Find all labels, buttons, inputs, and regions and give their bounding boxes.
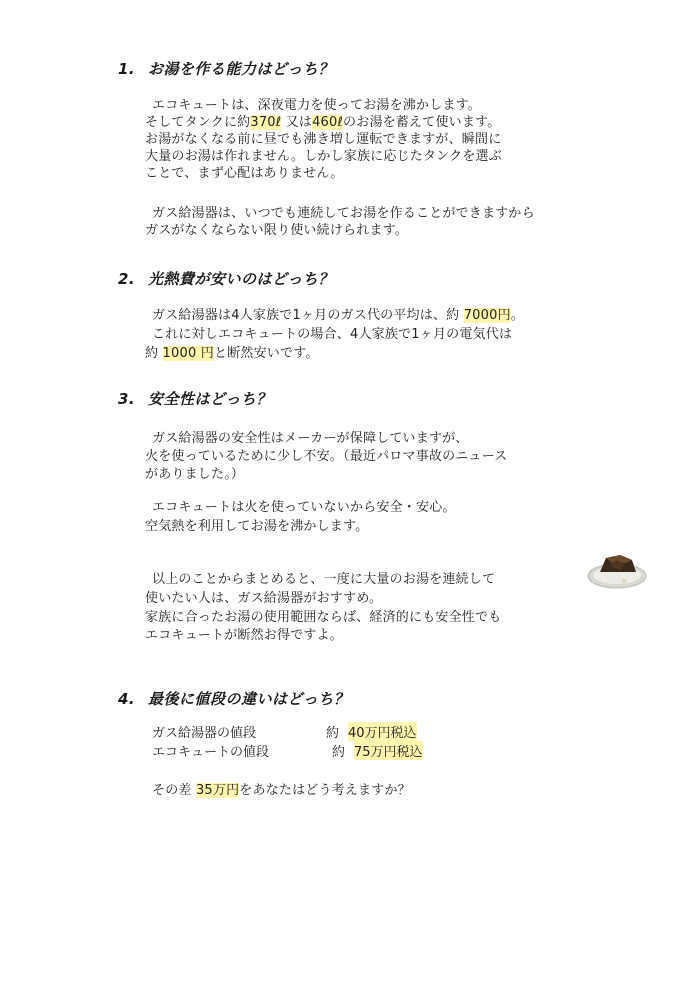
closing-question: その差 35万円をあなたはどう考えますか？ xyxy=(152,783,411,798)
section-1-title: お湯を作る能力はどっち？ xyxy=(148,60,334,78)
price-label: エコキュートの値段 xyxy=(152,745,270,760)
section-1-p1-line-3: お湯がなくなる前に昼でも沸き増し運転できますが、瞬間に xyxy=(145,132,502,147)
section-3-p1-line-3: がありました。） xyxy=(145,467,245,482)
section-1-p2-line-1: ガス給湯器は、いつでも連続してお湯を作ることができますから xyxy=(152,206,535,221)
section-4-number: 4. xyxy=(118,690,136,708)
section-4-title: 最後に値段の違いはどっち？ xyxy=(148,690,350,708)
price-row-gas xyxy=(152,722,472,740)
section-1-p1-line-2: そしてタンクに約370ℓ 又は460ℓのお湯を蓄えて使います。 xyxy=(145,115,501,130)
section-2-heading xyxy=(118,268,334,289)
section-1-p1-line-4: 大量のお湯は作れません。しかし家族に応じたタンクを選ぶ xyxy=(145,149,502,164)
section-2-p1-line-3: 約 1000 円と断然安いです。 xyxy=(145,346,319,361)
price-prefix: 約 xyxy=(326,726,340,741)
price-amount: 75万円税込 xyxy=(354,741,423,760)
section-1-p1-line-5: ことで、まず心配はありません。 xyxy=(145,166,344,181)
section-3-title: 安全性はどっち？ xyxy=(148,390,272,408)
price-amount: 40万円税込 xyxy=(348,722,417,741)
section-3-heading xyxy=(118,388,272,409)
section-3-p3-line-4: エコキュートが断然お得ですよ。 xyxy=(145,628,344,643)
section-3-p2-line-2: 空気熱を利用してお湯を沸かします。 xyxy=(145,519,369,534)
section-3-p1-line-1: ガス給湯器の安全性はメーカーが保障していますが、 xyxy=(152,431,469,446)
dessert-plate-icon xyxy=(586,546,648,590)
section-4-heading xyxy=(118,688,349,709)
section-3-p1-line-2: 火を使っているために少し不安。（最近パロマ事故のニュース xyxy=(145,449,508,464)
section-3-p3-line-2: 使いたい人は、ガス給湯器がおすすめ。 xyxy=(145,591,383,606)
section-2-title: 光熱費が安いのはどっち？ xyxy=(148,270,334,288)
price-row-ecocute xyxy=(152,741,472,759)
price-label: ガス給湯器の値段 xyxy=(152,726,257,741)
section-3-number: 3. xyxy=(118,390,136,408)
section-1-p1-line-1: エコキュートは、深夜電力を使ってお湯を沸かします。 xyxy=(152,98,481,113)
section-1-number: 1. xyxy=(118,60,136,78)
section-1-p2-line-2: ガスがなくならない限り使い続けられます。 xyxy=(145,223,408,238)
section-3-p3-line-3: 家族に合ったお湯の使用範囲ならば、経済的にも安全性でも xyxy=(145,610,502,625)
price-prefix: 約 xyxy=(332,745,346,760)
section-1-heading xyxy=(118,58,334,79)
section-2-number: 2. xyxy=(118,270,136,288)
section-3-p3-line-1: 以上のことからまとめると、一度に大量のお湯を連続して xyxy=(152,572,496,587)
section-3-p2-line-1: エコキュートは火を使っていないから安全・安心。 xyxy=(152,500,456,515)
section-2-p1-line-2: これに対しエコキュートの場合、4人家族で1ヶ月の電気代は xyxy=(152,327,513,342)
section-2-p1-line-1: ガス給湯器は4人家族で1ヶ月のガス代の平均は、約 7000円。 xyxy=(152,308,524,323)
